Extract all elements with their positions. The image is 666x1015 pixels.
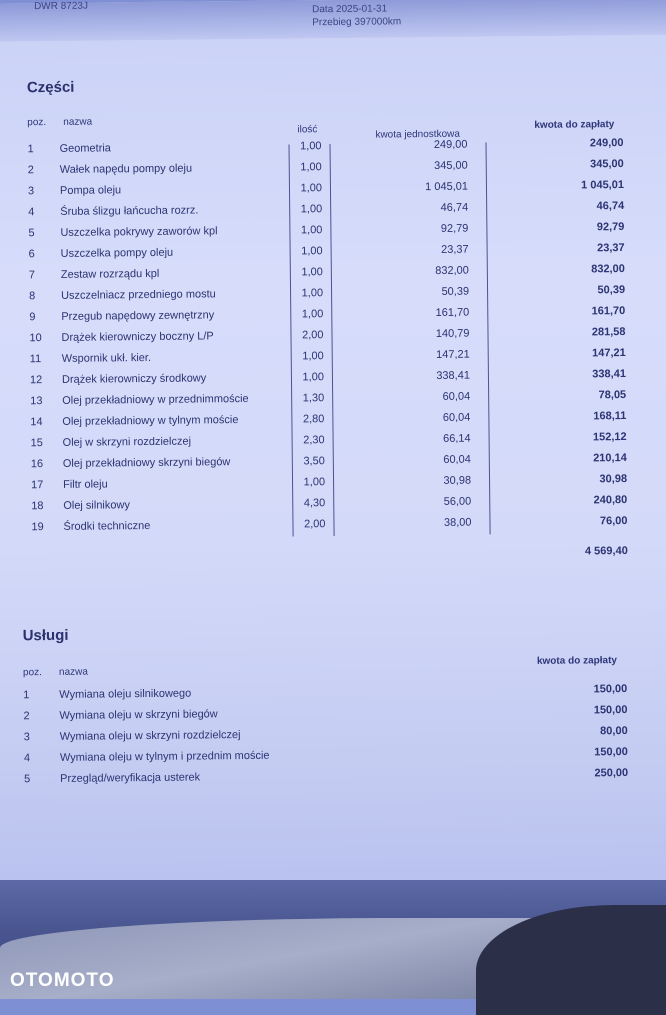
row-qty: 1,00 — [301, 245, 323, 258]
row-qty: 1,00 — [301, 308, 324, 321]
row-name: Olej silnikowy — [63, 499, 130, 512]
row-total: 1 045,01 — [581, 178, 625, 192]
row-qty: 1,00 — [301, 266, 323, 279]
row-total: 152,12 — [592, 430, 627, 444]
row-total: 281,58 — [591, 325, 626, 339]
row-name: Uszczelka pompy oleju — [60, 246, 174, 260]
row-name: Wałek napędu pompy oleju — [59, 162, 193, 176]
service-poz: 2 — [23, 710, 30, 723]
services-section-title: Usługi — [22, 626, 69, 645]
row-poz: 11 — [29, 353, 42, 366]
row-name: Drążek kierowniczy boczny L/P — [61, 330, 214, 344]
row-total: 46,74 — [596, 199, 625, 213]
row-name: Przegub napędowy zewnętrzny — [61, 309, 215, 323]
parts-section-title: Części — [26, 78, 75, 97]
row-name: Wspornik ukł. kier. — [61, 351, 152, 365]
row-qty: 1,30 — [302, 392, 325, 405]
row-unit: 345,00 — [434, 159, 468, 172]
row-unit: 249,00 — [433, 138, 468, 151]
row-poz: 17 — [31, 479, 44, 492]
row-unit: 161,70 — [435, 306, 470, 319]
row-name: Uszczelka pokrywy zaworów kpl — [60, 225, 218, 239]
service-name: Wymiana oleju w tylnym i przednim moście — [59, 749, 270, 764]
row-qty: 2,80 — [302, 413, 325, 426]
registration-number: DWR 8723J — [33, 0, 89, 13]
row-poz: 1 — [27, 143, 34, 156]
service-name: Wymiana oleju w skrzyni rozdzielczej — [59, 729, 241, 743]
row-poz: 4 — [28, 206, 35, 219]
row-qty: 1,00 — [300, 161, 322, 174]
row-poz: 7 — [28, 269, 36, 282]
row-unit: 92,79 — [440, 222, 469, 235]
row-name: Zestaw rozrządu kpl — [60, 267, 160, 281]
row-poz: 3 — [27, 185, 35, 198]
invoice-date: Data 2025-01-31 — [312, 3, 388, 16]
row-poz: 12 — [29, 374, 43, 387]
row-qty: 4,30 — [303, 497, 326, 510]
row-name: Filtr oleju — [62, 478, 108, 491]
row-total: 832,00 — [591, 262, 625, 276]
row-qty: 1,00 — [301, 287, 324, 300]
row-qty: 1,00 — [300, 140, 322, 153]
parts-grand-total: 4 569,40 — [584, 544, 628, 558]
row-total: 50,39 — [597, 283, 626, 297]
service-total: 150,00 — [593, 703, 628, 717]
row-name: Pompa oleju — [59, 184, 122, 197]
services-col-name: nazwa — [58, 666, 88, 678]
row-unit: 38,00 — [443, 516, 472, 529]
row-unit: 56,00 — [443, 495, 472, 508]
service-total: 80,00 — [600, 724, 628, 738]
row-unit: 50,39 — [441, 285, 470, 298]
row-name: Drążek kierowniczy środkowy — [61, 372, 207, 386]
row-poz: 15 — [30, 437, 43, 450]
row-qty: 2,00 — [302, 329, 324, 342]
row-poz: 10 — [29, 332, 42, 345]
row-total: 168,11 — [593, 409, 627, 423]
row-qty: 1,00 — [300, 203, 323, 216]
services-col-poz: poz. — [22, 667, 42, 679]
row-name: Geometria — [59, 142, 111, 155]
row-qty: 1,00 — [303, 476, 326, 489]
row-qty: 1,00 — [300, 224, 323, 237]
service-poz: 5 — [24, 773, 31, 786]
service-poz: 3 — [23, 731, 30, 744]
row-total: 161,70 — [591, 304, 626, 318]
parts-col-name: nazwa — [63, 116, 93, 128]
row-unit: 66,14 — [443, 432, 471, 445]
row-unit: 147,21 — [436, 348, 470, 361]
row-total: 240,80 — [593, 493, 628, 507]
row-total: 345,00 — [590, 157, 624, 171]
row-unit: 46,74 — [440, 201, 469, 214]
service-total: 250,00 — [594, 766, 629, 780]
row-unit: 23,37 — [441, 243, 469, 256]
row-name: Uszczelniacz przedniego mostu — [61, 288, 216, 302]
row-unit: 338,41 — [436, 369, 471, 382]
row-unit: 1 045,01 — [425, 180, 469, 194]
row-total: 23,37 — [597, 241, 625, 255]
row-total: 210,14 — [593, 451, 627, 465]
parts-col-poz: poz. — [27, 117, 47, 129]
services-col-total: kwota do zapłaty — [536, 655, 618, 667]
row-qty: 1,00 — [302, 371, 325, 384]
row-poz: 8 — [29, 290, 36, 303]
row-poz: 19 — [31, 521, 44, 534]
service-total: 150,00 — [593, 682, 628, 696]
service-name: Wymiana oleju w skrzyni biegów — [59, 708, 218, 722]
service-name: Przegląd/weryfikacja usterek — [60, 771, 201, 785]
row-qty: 2,30 — [303, 434, 325, 447]
row-name: Śruba ślizgu łańcucha rozrz. — [60, 204, 199, 218]
row-poz: 6 — [28, 248, 35, 261]
row-name: Olej przekładniowy w tylnym moście — [62, 414, 239, 428]
row-poz: 14 — [30, 416, 43, 429]
parts-col-total: kwota do zapłaty — [534, 119, 615, 131]
row-name: Olej przekładniowy w przednimmoście — [62, 392, 249, 407]
row-total: 76,00 — [599, 514, 628, 528]
row-poz: 13 — [30, 395, 43, 408]
row-unit: 60,04 — [442, 390, 471, 403]
row-unit: 30,98 — [443, 474, 472, 487]
row-name: Środki techniczne — [63, 519, 151, 533]
row-qty: 3,50 — [303, 455, 325, 468]
row-total: 78,05 — [598, 388, 627, 402]
row-unit: 832,00 — [435, 264, 469, 277]
service-name: Wymiana oleju silnikowego — [59, 687, 192, 701]
service-poz: 1 — [23, 689, 30, 702]
row-poz: 5 — [28, 227, 35, 240]
parts-col-unit: kwota jednostkowa — [375, 128, 460, 141]
row-unit: 60,04 — [442, 411, 471, 424]
row-qty: 1,00 — [300, 182, 323, 195]
service-poz: 4 — [23, 752, 31, 765]
row-name: Olej przekładniowy skrzyni biegów — [62, 456, 231, 470]
row-qty: 2,00 — [304, 518, 326, 531]
row-qty: 1,00 — [302, 350, 324, 363]
parts-col-qty: ilość — [297, 124, 318, 136]
row-poz: 9 — [29, 311, 36, 324]
row-unit: 60,04 — [443, 453, 471, 466]
row-poz: 16 — [30, 458, 44, 471]
row-total: 147,21 — [591, 346, 626, 360]
mileage: Przebieg 397000km — [312, 16, 402, 29]
row-total: 92,79 — [596, 220, 625, 234]
service-total: 150,00 — [594, 745, 628, 759]
row-poz: 18 — [31, 500, 44, 513]
row-unit: 140,79 — [435, 327, 470, 340]
row-name: Olej w skrzyni rozdzielczej — [62, 435, 192, 449]
otomoto-watermark: OTOMOTO — [10, 970, 115, 991]
row-total: 249,00 — [589, 136, 624, 150]
row-poz: 2 — [27, 164, 34, 177]
row-total: 338,41 — [592, 367, 626, 381]
row-total: 30,98 — [599, 472, 628, 486]
